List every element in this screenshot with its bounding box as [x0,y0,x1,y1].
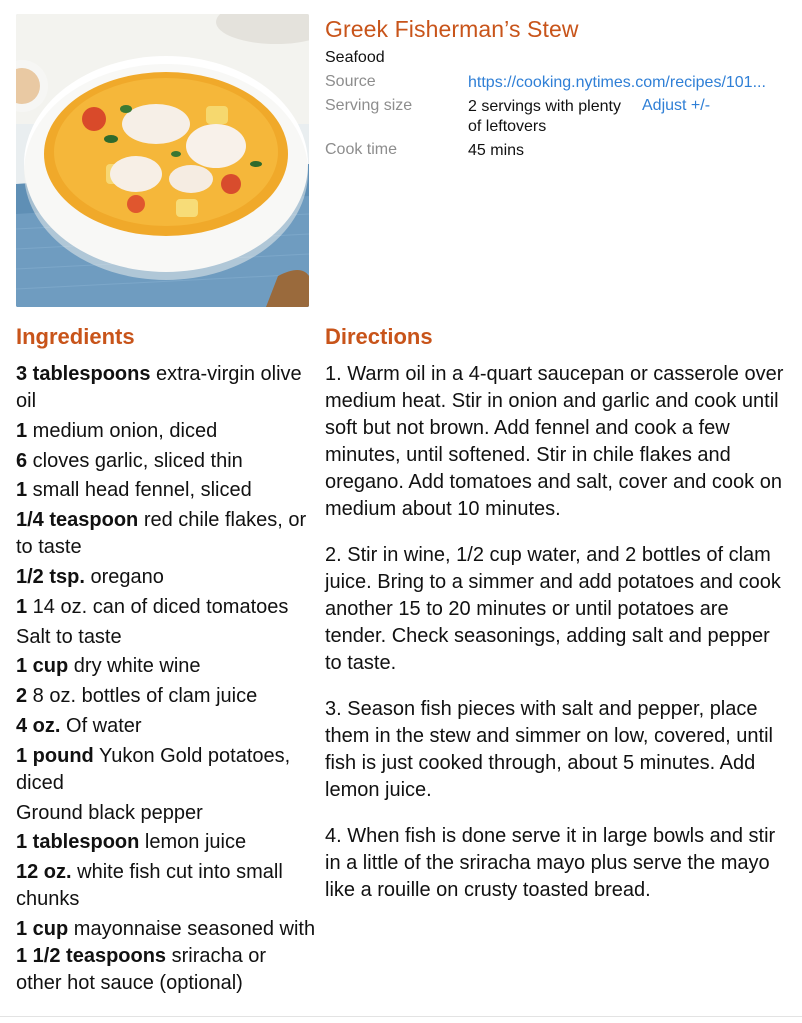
ingredient-quantity: 1 cup [16,655,69,678]
cook-time-value: 45 mins [468,142,525,159]
direction-step: 3. Season fish pieces with salt and pepper, place them in the stew and simmer on low, covered, until fish is just cooked through, about 5 minutes. Add lemon juice. [325,698,773,801]
ingredient-item [16,916,316,997]
ingredient-text: Yukon Gold potatoes, diced [16,744,291,794]
recipe-title: Greek Fisherman’s Stew [325,16,579,42]
ingredient-item [16,507,316,561]
ingredient-text: small head fennel, sliced [27,479,252,502]
ingredient-quantity: 1 tablespoon [16,831,140,854]
ingredient-quantity: 1 [16,595,28,618]
ingredient-text: Salt to taste [16,625,122,648]
ingredient-item [16,564,316,591]
ingredient-item [16,683,316,710]
recipe-category: Seafood [325,49,385,66]
ingredient-text-secondary: sriracha or other hot sauce (optional) [16,944,267,994]
ingredient-text: mayonnaise seasoned with [68,917,316,940]
ingredients-list [16,361,316,1000]
ingredient-item [16,800,316,827]
bottom-divider [0,1016,802,1017]
ingredient-item [16,713,316,740]
ingredient-quantity: 1 pound [16,744,94,767]
ingredient-quantity: 6 [16,449,28,472]
ingredient-text: white fish cut into small chunks [16,861,283,911]
ingredient-text: cloves garlic, sliced thin [27,449,243,472]
ingredient-text: extra-virgin olive oil [16,363,302,412]
serving-size-label: Serving size [325,97,413,114]
source-label: Source [325,73,376,90]
adjust-servings-button[interactable]: Adjust +/- [642,97,711,114]
source-link[interactable]: https://cooking.nytimes.com/recipes/101... [468,74,766,91]
ingredient-item [16,448,316,475]
ingredient-text: Of water [60,714,142,737]
ingredient-quantity: 12 oz. [16,861,72,884]
ingredient-text: 14 oz. can of diced tomatoes [27,595,289,618]
ingredient-quantity: 1/2 tsp. [16,565,85,588]
ingredients-heading: Ingredients [16,324,135,349]
ingredient-quantity: 2 [16,685,28,708]
ingredient-quantity: 3 tablespoons [16,363,151,385]
ingredient-text: dry white wine [68,655,201,678]
ingredient-text: red chile flakes, or to taste [16,509,307,559]
ingredient-quantity-secondary: 1 1/2 teaspoons [16,944,167,967]
directions-heading: Directions [325,324,433,349]
direction-step: 1. Warm oil in a 4-quart saucepan or casserole over medium heat. Stir in onion and garlic and cook until soft but not brown. Add fennel and cook a few minutes, until softened. Stir in chile flakes and oregano. Add tomatoes and salt, cover and cook on medium about 10 minutes. [325,363,784,520]
ingredient-item [16,477,316,504]
ingredient-text: 8 oz. bottles of clam juice [27,685,258,708]
ingredient-text: Ground black pepper [16,801,203,824]
ingredient-item [16,361,316,415]
ingredient-text: oregano [84,565,164,588]
ingredient-item [16,594,316,621]
ingredient-item [16,624,316,651]
ingredient-item [16,418,316,445]
serving-size-value: 2 servings with plenty of leftovers [468,98,621,135]
ingredient-quantity: 1 [16,419,28,442]
fish-stew-bowl-icon [16,14,309,307]
ingredient-quantity: 1 cup [16,917,69,940]
ingredient-quantity: 1 [16,479,28,502]
ingredient-quantity: 1/4 teaspoon [16,509,139,532]
cook-time-label: Cook time [325,141,398,158]
ingredient-text: medium onion, diced [27,419,218,442]
directions-list [325,361,787,923]
ingredient-item [16,859,316,913]
ingredient-quantity: 4 oz. [16,714,61,737]
ingredient-item [16,743,316,797]
recipe-photo[interactable] [16,14,309,307]
ingredient-text: lemon juice [139,831,247,854]
direction-step: 4. When fish is done serve it in large bowls and stir in a little of the sriracha mayo plus serve the mayo like a rouille on crusty toasted bread. [325,825,776,901]
ingredient-item [16,653,316,680]
direction-step: 2. Stir in wine, 1/2 cup water, and 2 bottles of clam juice. Bring to a simmer and add potatoes and cook another 15 to 20 minutes or until potatoes are tender. Check seasonings, adding salt and pepper to taste. [325,544,781,674]
ingredient-item [16,829,316,856]
